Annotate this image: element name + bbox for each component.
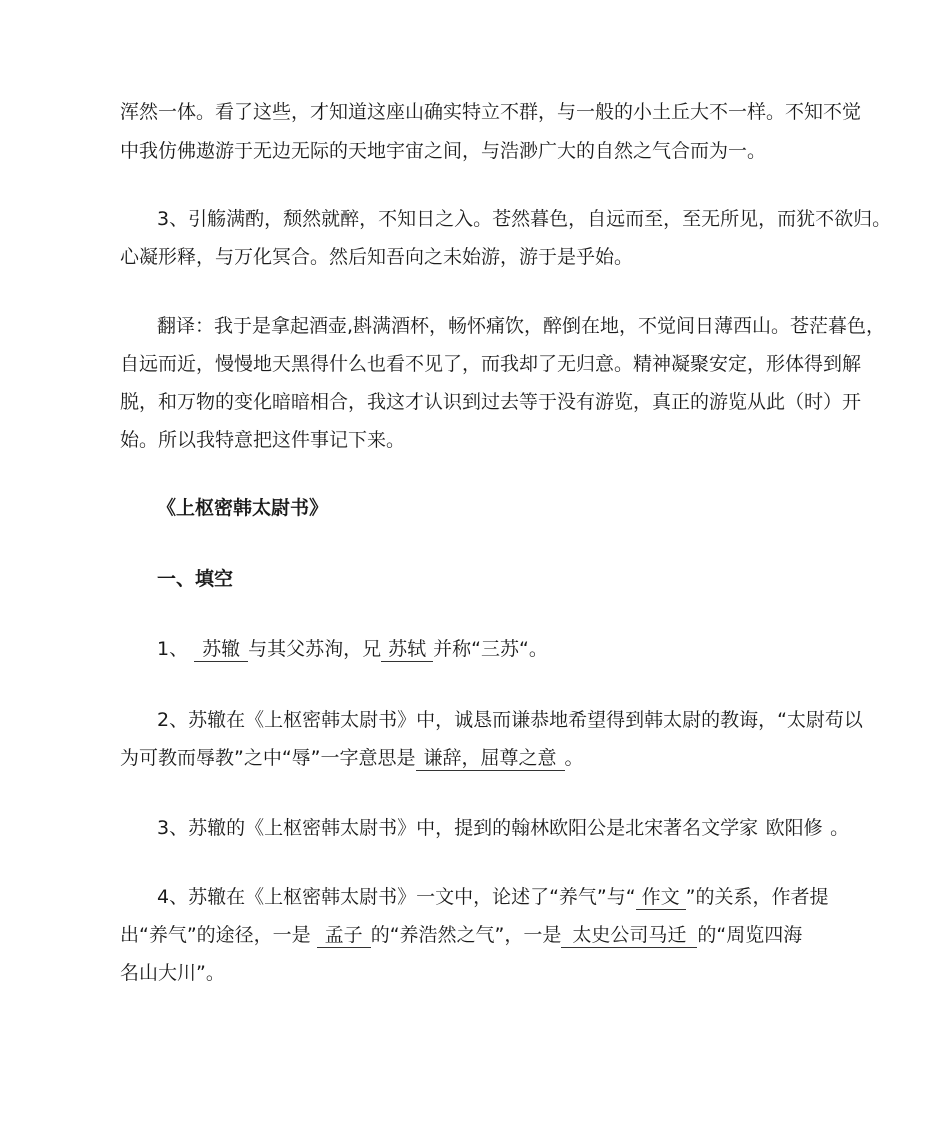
q4-line1-suffix: ”的关系，作者提: [685, 886, 829, 908]
translation-line4: 始。所以我特意把这件事记下来。: [120, 429, 406, 451]
q4-answer-blank-1: 作文: [636, 885, 686, 910]
question-4-line1: [157, 885, 830, 911]
paragraph1-line1: 浑然一体。看了这些，才知道这座山确实特立不群，与一般的小土丘大不一样。不知不觉: [120, 101, 862, 123]
translation-line2: 自远而近，慢慢地天黑得什么也看不见了，而我却了无归意。精神凝聚安定，形体得到解: [120, 353, 862, 375]
question-1: [157, 637, 867, 663]
q1-prefix: 1、: [157, 638, 189, 660]
q3-prefix: 3、苏辙的《上枢密韩太尉书》中，提到的翰林欧阳公是北宋著名文学家: [157, 817, 759, 839]
q3-suffix: 。: [830, 817, 850, 839]
q4-line1-prefix: 4、苏辙在《上枢密韩太尉书》一文中，论述了“养气”与“: [157, 886, 636, 908]
part-heading: 一、填空: [157, 568, 234, 590]
question-4-line3: 名山大川”。: [120, 962, 225, 984]
translation-line3: 脱，和万物的变化暗暗相合，我这才认识到过去等于没有游览，真正的游览从此（时）开: [120, 391, 862, 413]
question-3: [157, 816, 867, 842]
q1-answer-blank-1: 苏辙: [194, 637, 248, 662]
q1-suffix: 并称“三苏“。: [433, 638, 548, 660]
q2-suffix: 。: [564, 747, 584, 769]
translation-line1: 翻译：我于是拿起酒壶,斟满酒杯，畅怀痛饮，醉倒在地，不觉间日薄西山。苍茫暮色，: [157, 315, 886, 337]
q1-mid: 与其父苏洵，兄: [248, 638, 382, 660]
paragraph2-line1: 3、引觞满酌，颓然就醉，不知日之入。苍然暮色，自远而至，至无所见，而犹不欲归。: [157, 208, 892, 230]
paragraph1-line2: 中我仿佛遨游于无边无际的天地宇宙之间，与浩渺广大的自然之气合而为一。: [120, 140, 767, 162]
q1-answer-blank-2: 苏轼: [381, 637, 433, 662]
q4-line2-prefix: 出“养气”的途径，一是: [120, 924, 311, 946]
section-title: 《上枢密韩太尉书》: [157, 497, 329, 519]
q4-line2-suffix: 的“周览四海: [697, 924, 803, 946]
q2-answer-blank: 谦辞，屈尊之意: [416, 746, 565, 771]
q3-answer-blank: 欧阳修: [765, 817, 823, 839]
q2-prefix: 为可教而辱教”之中“辱”一字意思是: [120, 747, 416, 769]
q4-answer-blank-3: 太史公司马迁: [561, 923, 697, 948]
paragraph2-line2: 心凝形释，与万化冥合。然后知吾向之未始游，游于是乎始。: [120, 246, 634, 268]
q4-line2-mid: 的“养浩然之气”，一是: [370, 924, 562, 946]
q4-answer-blank-2: 孟子: [317, 923, 371, 948]
question-4-line2: [120, 923, 830, 949]
question-2-line2: [120, 746, 830, 772]
question-2-line1: 2、苏辙在《上枢密韩太尉书》中，诚恳而谦恭地希望得到韩太尉的教诲，“太尉苟以: [157, 709, 863, 731]
